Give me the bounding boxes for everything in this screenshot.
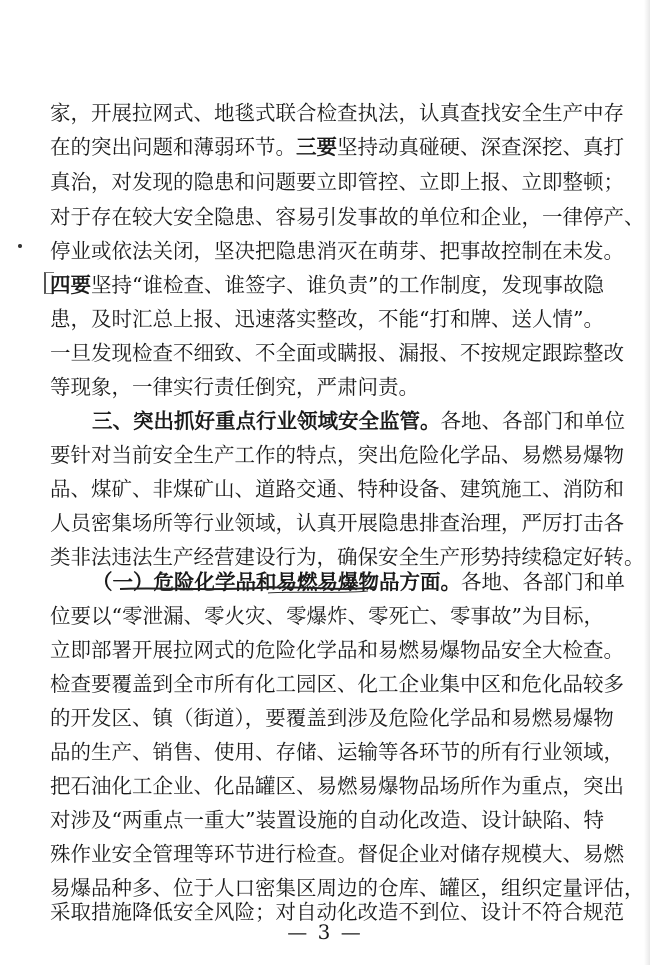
scan-dot-mark xyxy=(18,244,22,248)
text-line-7: 患，及时汇总上报、迅速落实整改，不能“打和牌、送人情”。 xyxy=(50,307,604,331)
text-line-23: 殊作业安全管理等环节进行检查。督促企业对储存规模大、易燃 xyxy=(50,842,624,866)
page-number: — 3 — xyxy=(287,920,363,944)
handwritten-underline xyxy=(118,583,380,597)
text-line-1: 家，开展拉网式、地毯式联合检查执法，认真查找安全生产中存 xyxy=(50,101,624,125)
text-line-21: 把石油化工企业、化品罐区、易燃易爆物品场所作为重点，突出 xyxy=(50,774,624,798)
text-line-18: 检查要覆盖到全市所有化工园区、化工企业集中区和危化品较多 xyxy=(50,672,624,696)
text-line-6: 四要坚持“谁检查、谁签字、谁负责”的工作制度，发现事故隐 xyxy=(50,273,604,297)
scan-edge-shadow xyxy=(644,0,650,965)
text-line-14: 类非法违法生产经营建设行为，确保安全生产形势持续稳定好转。 xyxy=(50,545,645,569)
text-line-3: 真治，对发现的隐患和问题要立即管控、立即上报、立即整顿； xyxy=(50,170,624,194)
text-line-19: 的开发区、镇（街道），要覆盖到涉及危险化学品和易燃易爆物 xyxy=(50,706,614,730)
text-line-2: 在的突出问题和薄弱环节。三要坚持动真碰硬、深查深挖、真打 xyxy=(50,135,624,159)
section-heading-3: 三、突出抓好重点行业领域安全监管。各地、各部门和单位 xyxy=(92,409,625,433)
text-line-22: 对涉及“两重点一重大”装置设施的自动化改造、设计缺陷、特 xyxy=(50,808,604,832)
text-line-13: 人员密集场所等行业领域，认真开展隐患排查治理，严厉打击各 xyxy=(50,511,624,535)
text-line-5: 停业或依法关闭，坚决把隐患消灭在萌芽、把事故控制在未发。 xyxy=(50,239,624,263)
text-line-12: 品、煤矿、非煤矿山、道路交通、特种设备、建筑施工、消防和 xyxy=(50,477,624,501)
text-line-11: 要针对当前安全生产工作的特点，突出危险化学品、易燃易爆物 xyxy=(50,443,624,467)
text-line-4: 对于存在较大安全隐患、容易引发事故的单位和企业，一律停产、 xyxy=(50,205,645,229)
text-line-17: 立即部署开展拉网式的危险化学品和易燃易爆物品安全大检查。 xyxy=(50,638,624,662)
text-line-24: 易爆品种多、位于人口密集区周边的仓库、罐区，组织定量评估， xyxy=(50,876,645,900)
text-line-8: 一旦发现检查不细致、不全面或瞒报、漏报、不按规定跟踪整改 xyxy=(50,341,624,365)
text-line-9: 等现象，一律实行责任倒究，严肃问责。 xyxy=(50,375,419,399)
text-line-25: 采取措施降低安全风险；对自动化改造不到位、设计不符合规范 xyxy=(50,900,624,924)
text-line-20: 品的生产、销售、使用、存储、运输等各环节的所有行业领域， xyxy=(50,740,624,764)
text-line-16: 位要以“零泄漏、零火灾、零爆炸、零死亡、零事故”为目标， xyxy=(50,604,604,628)
subsection-heading-1: （一）危险化学品和易燃易爆物品方面。各地、各部门和单 xyxy=(92,570,625,594)
